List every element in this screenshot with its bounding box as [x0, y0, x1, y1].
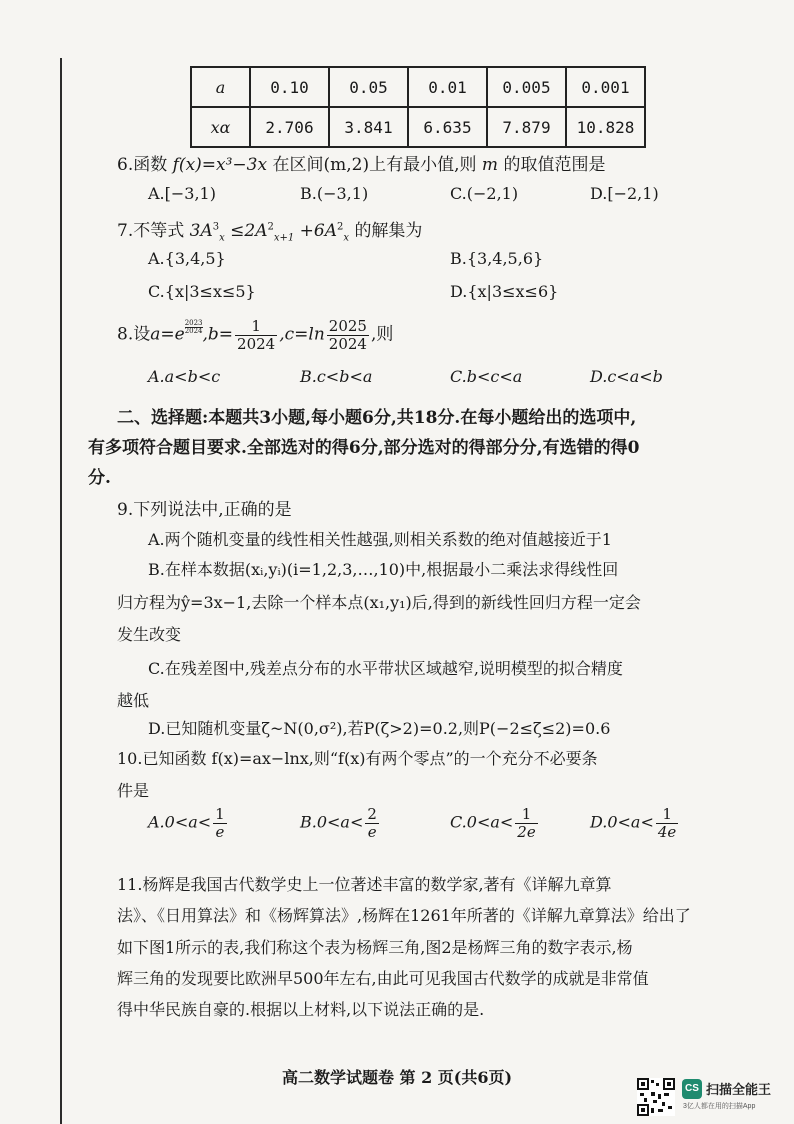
option-label: C.0<a<: [450, 812, 514, 832]
q6-option-c: C.(−2,1): [450, 184, 519, 203]
q9-option-b-line2: 归方程为ŷ=3x−1,去除一个样本点(x₁,y₁)后,得到的新线性回归方程一定会: [117, 593, 641, 612]
q7-sub: x: [343, 232, 350, 244]
q7-text: 的解集为: [354, 221, 423, 241]
option-label: A.0<a<: [148, 812, 212, 832]
fraction-denominator: 2e: [517, 822, 536, 841]
q7-term: 3A: [189, 221, 213, 241]
fraction-numerator: 1: [215, 805, 225, 823]
q8-text: ,则: [370, 324, 394, 345]
fraction-denominator: e: [367, 822, 377, 841]
table-row: [191, 107, 645, 147]
q8-c-def: ,c=ln: [279, 324, 325, 345]
option-label: D.0<a<: [590, 812, 654, 832]
fraction-denominator: 2024: [237, 334, 276, 353]
q6-text: 在区间(m,2)上有最小值,则: [272, 155, 477, 175]
fraction-numerator: 2025: [328, 317, 367, 335]
q10-option-b: [300, 806, 381, 840]
question-9-stem: 9.下列说法中,正确的是: [117, 500, 292, 520]
q7-option-d: D.{x|3≤x≤6}: [450, 282, 559, 301]
q8-b-def: ,b=: [202, 324, 234, 345]
q7-sup: 2: [267, 221, 274, 233]
q10-option-c: [450, 806, 540, 840]
q8-option-d: D.c<a<b: [590, 367, 663, 386]
fraction-denominator: 4e: [657, 822, 677, 841]
fraction-numerator: 1: [656, 806, 678, 824]
binding-margin-line: [60, 58, 62, 1124]
page-footer: 高二数学试题卷 第 2 页(共6页): [281, 1068, 513, 1087]
fraction-denominator: 2024: [328, 334, 367, 353]
table-cell: 6.635: [408, 107, 487, 147]
q6-text: 的取值范围是: [503, 155, 606, 175]
q6-option-a: A.[−3,1): [148, 184, 216, 203]
question-11-line1: 11.杨辉是我国古代数学史上一位著述丰富的数学家,著有《详解九章算: [117, 875, 612, 894]
section-2-heading-line3: 分.: [88, 468, 111, 488]
q7-term: ≤2A: [230, 221, 268, 241]
table-cell: 7.879: [487, 107, 566, 147]
option-fraction: [515, 806, 537, 840]
table-cell: 0.01: [408, 67, 487, 107]
option-fraction: [213, 806, 227, 840]
fraction-numerator: 1: [515, 806, 537, 824]
table-cell: 0.05: [329, 67, 408, 107]
q6-option-b: B.(−3,1): [300, 184, 369, 203]
section-2-heading-line2: 有多项符合题目要求.全部选对的得6分,部分选对的得部分分,有选错的得0: [88, 438, 640, 458]
q9-option-d: D.已知随机变量ζ~N(0,σ²),若P(ζ>2)=0.2,则P(−2≤ζ≤2)=0.6: [148, 719, 611, 738]
option-label: B.0<a<: [300, 812, 364, 832]
q6-variable: m: [481, 155, 499, 175]
q7-option-c: C.{x|3≤x≤5}: [148, 282, 256, 301]
table-cell: a: [191, 67, 250, 107]
q8-exp-num: 2023: [184, 318, 203, 327]
q6-function: f(x)=x³−3x: [172, 155, 268, 175]
q8-c-fraction: [327, 318, 369, 352]
question-10-line2: 件是: [117, 781, 150, 800]
q8-option-b: B.c<b<a: [300, 367, 373, 386]
question-11-line5: 得中华民族自豪的.根据以上材料,以下说法正确的是.: [117, 1000, 485, 1019]
q9-option-b-line1: B.在样本数据(xᵢ,yᵢ)(i=1,2,3,…,10)中,根据最小二乘法求得线性回: [148, 560, 619, 579]
q10-option-d: [590, 806, 680, 840]
q7-sup: 3: [212, 221, 220, 233]
table-cell: 3.841: [329, 107, 408, 147]
q8-exponent: [185, 320, 203, 335]
q9-option-c-line1: C.在残差图中,残差点分布的水平带状区域越窄,说明模型的拟合精度: [148, 659, 623, 678]
critical-value-table: [190, 66, 646, 148]
q7-sub: x+1: [273, 232, 295, 244]
table-cell: 0.10: [250, 67, 329, 107]
question-11-line2: 法》、《日用算法》和《杨辉算法》,杨辉在1261年所著的《详解九章算法》给出了: [117, 906, 691, 925]
q8-a-def: a=e: [150, 324, 185, 345]
table-row: [191, 67, 645, 107]
question-11-line4: 辉三角的发现要比欧洲早500年左右,由此可见我国古代数学的成就是非常值: [117, 969, 649, 988]
q9-option-c-line2: 越低: [117, 691, 150, 710]
question-10-line1: 10.已知函数 f(x)=ax−lnx,则“f(x)有两个零点”的一个充分不必要条: [117, 749, 598, 768]
q7-text: 7.不等式: [117, 221, 185, 241]
q7-option-a: A.{3,4,5}: [148, 249, 226, 268]
table-cell: 2.706: [250, 107, 329, 147]
option-fraction: [365, 806, 379, 840]
q7-term: +6A: [299, 221, 338, 241]
q9-option-a: A.两个随机变量的线性相关性越强,则相关系数的绝对值越接近于1: [148, 530, 612, 549]
question-11-line3: 如下图1所示的表,我们称这个表为杨辉三角,图2是杨辉三角的数字表示,杨: [117, 938, 633, 957]
q7-option-b: B.{3,4,5,6}: [450, 249, 544, 268]
q8-option-c: C.b<c<a: [450, 367, 523, 386]
fraction-numerator: 1: [235, 318, 277, 336]
option-fraction: [656, 806, 678, 840]
qr-code-icon: [637, 1078, 675, 1116]
table-cell: 0.001: [566, 67, 645, 107]
camscanner-tagline: 3亿人都在用的扫描App: [683, 1103, 756, 1110]
table-cell: xα: [191, 107, 250, 147]
q7-sup: 2: [337, 221, 344, 233]
q6-text: 6.函数: [117, 155, 168, 175]
q8-exp-den: 2024: [184, 326, 203, 335]
camscanner-logo: CS: [682, 1079, 702, 1099]
q8-option-a: A.a<b<c: [148, 367, 221, 386]
section-2-heading-line1: 二、选择题:本题共3小题,每小题6分,共18分.在每小题给出的选项中,: [117, 408, 637, 428]
q8-text: 8.设: [117, 324, 151, 345]
question-6-stem: [117, 150, 605, 175]
q9-option-b-line3: 发生改变: [117, 625, 182, 644]
table-cell: 10.828: [566, 107, 645, 147]
camscanner-name: 扫描全能王: [706, 1082, 772, 1097]
fraction-numerator: 2: [367, 805, 377, 823]
q7-sub: x: [219, 232, 225, 244]
table-cell: 0.005: [487, 67, 566, 107]
q10-option-a: [148, 806, 229, 840]
q6-option-d: D.[−2,1): [590, 184, 659, 203]
q8-b-fraction: [235, 318, 277, 352]
question-7-stem: [117, 216, 422, 243]
fraction-denominator: e: [215, 822, 225, 841]
question-8-stem: [117, 318, 393, 352]
